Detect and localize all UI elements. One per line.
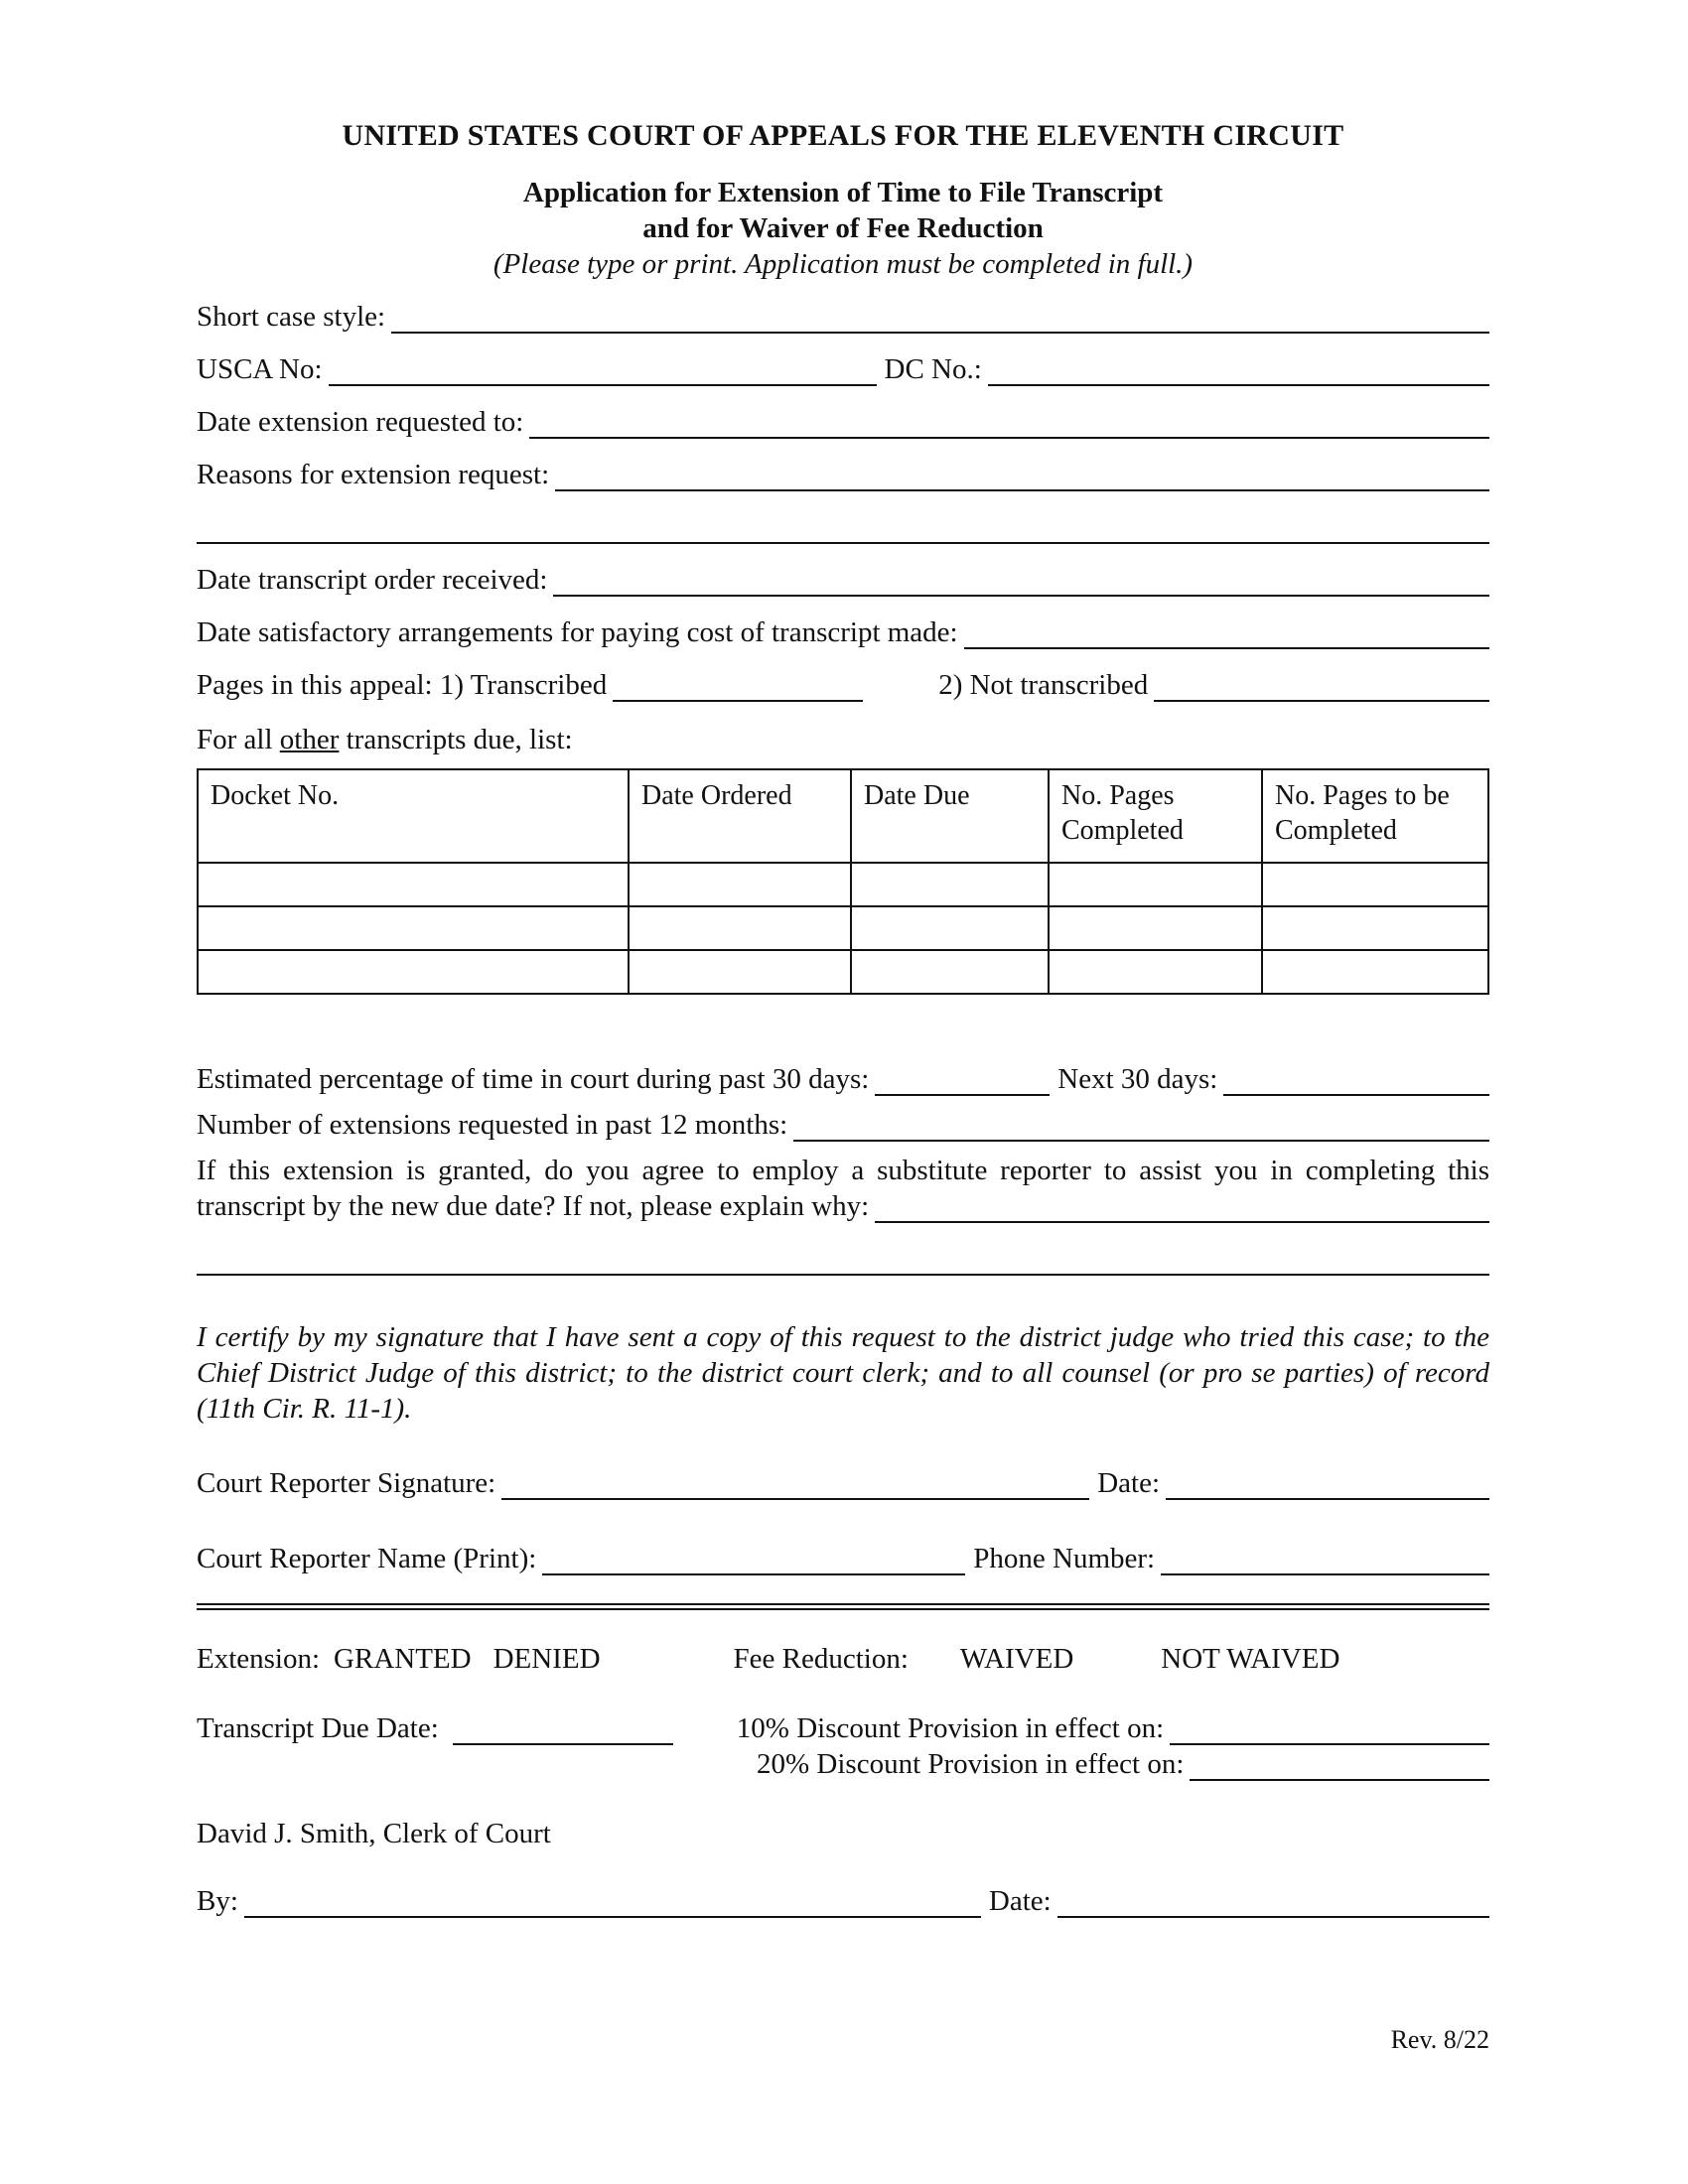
- other-transcripts-heading: [197, 721, 1489, 756]
- substitute-question-line2: transcript by the new due date? If not, please explain why:: [197, 1190, 870, 1222]
- discount-10-field[interactable]: [1170, 1717, 1489, 1745]
- usca-no-field[interactable]: [329, 358, 877, 386]
- table-header-row: [198, 769, 1488, 863]
- col-date-ordered: Date Ordered: [629, 769, 851, 863]
- date-arrangements-field[interactable]: [964, 621, 1489, 649]
- table-row: [198, 950, 1488, 994]
- revision-label: Rev. 8/22: [1390, 2025, 1489, 2054]
- table-cell[interactable]: [1049, 863, 1262, 906]
- date-extension-label: Date extension requested to:: [197, 406, 524, 438]
- form-page: [197, 119, 1489, 1918]
- dc-no-field[interactable]: [988, 358, 1489, 386]
- signature-field[interactable]: [501, 1472, 1089, 1500]
- num-extensions-label: Number of extensions requested in past 12 months:: [197, 1109, 788, 1141]
- substitute-question-line1: If this extension is granted, do you agree to employ a substitute reporter to assist you in completing this: [197, 1155, 1489, 1186]
- table-cell[interactable]: [198, 950, 629, 994]
- by-label: By:: [197, 1885, 238, 1917]
- discount-10-label: 10% Discount Provision in effect on:: [736, 1712, 1165, 1744]
- next-30-field[interactable]: [1223, 1068, 1489, 1096]
- phone-label: Phone Number:: [973, 1543, 1156, 1574]
- table-cell[interactable]: [629, 906, 851, 950]
- discount-20-label: 20% Discount Provision in effect on:: [757, 1748, 1185, 1780]
- col-pages-completed: No. Pages Completed: [1049, 769, 1262, 863]
- substitute-explain-field[interactable]: [875, 1195, 1489, 1223]
- form-title-line2: and for Waiver of Fee Reduction: [642, 212, 1044, 244]
- col-docket-no: Docket No.: [198, 769, 629, 863]
- not-waived-option[interactable]: NOT WAIVED: [1161, 1643, 1340, 1675]
- table-cell[interactable]: [1049, 950, 1262, 994]
- signature-date-field[interactable]: [1166, 1472, 1489, 1500]
- substitute-continuation-row: [197, 1240, 1489, 1276]
- pages-not-transcribed-label: 2) Not transcribed: [938, 669, 1149, 701]
- certification-text: I certify by my signature that I have sent a copy of this request to the district judge who tried this case; to the Chief District Judge of this district; to the district court clerk; and to all counsel (or pro se parties) of record (11th Cir. R. 11-1).: [197, 1321, 1489, 1425]
- substitute-row-2: [197, 1187, 1489, 1223]
- reasons-label: Reasons for extension request:: [197, 459, 550, 490]
- short-case-style-label: Short case style:: [197, 301, 386, 333]
- reporter-name-field[interactable]: [542, 1548, 965, 1575]
- form-title-line1: Application for Extension of Time to File Transcript: [522, 177, 1164, 208]
- substitute-explain-field-continued[interactable]: [197, 1248, 1489, 1276]
- table-row: [198, 906, 1488, 950]
- table-cell[interactable]: [198, 863, 629, 906]
- due-date-label: Transcript Due Date:: [197, 1712, 439, 1744]
- reasons-row: [197, 456, 1489, 491]
- pages-transcribed-field[interactable]: [613, 674, 863, 702]
- table-cell[interactable]: [198, 906, 629, 950]
- signature-date-label: Date:: [1097, 1467, 1161, 1499]
- pages-transcribed-label: Pages in this appeal: 1) Transcribed: [197, 669, 608, 701]
- other-transcripts-table: [197, 768, 1489, 995]
- date-arrangements-label: Date satisfactory arrangements for paying cost of transcript made:: [197, 616, 958, 648]
- clerk-row: [197, 1815, 1489, 1850]
- waived-option[interactable]: WAIVED: [959, 1643, 1074, 1675]
- due-date-row: [197, 1709, 1489, 1745]
- court-name: UNITED STATES COURT OF APPEALS FOR THE ELEVENTH CIRCUIT: [342, 119, 1344, 152]
- reasons-field[interactable]: [555, 464, 1489, 491]
- clerk-name: David J. Smith, Clerk of Court: [197, 1818, 551, 1849]
- table-cell[interactable]: [851, 950, 1049, 994]
- table-cell[interactable]: [851, 906, 1049, 950]
- fee-reduction-label: Fee Reduction:: [733, 1643, 909, 1675]
- other-prefix: For all: [197, 724, 280, 755]
- by-field[interactable]: [244, 1890, 981, 1918]
- discount-20-row: [197, 1745, 1489, 1781]
- short-case-style-row: [197, 298, 1489, 334]
- table-cell[interactable]: [1262, 950, 1488, 994]
- denied-option[interactable]: DENIED: [492, 1643, 601, 1675]
- table-cell[interactable]: [1262, 906, 1488, 950]
- pages-not-transcribed-field[interactable]: [1154, 674, 1489, 702]
- past-30-label: Estimated percentage of time in court during past 30 days:: [197, 1063, 870, 1095]
- substitute-row-1: [197, 1152, 1489, 1187]
- case-numbers-row: [197, 350, 1489, 386]
- num-extensions-row: [197, 1106, 1489, 1142]
- num-extensions-field[interactable]: [793, 1114, 1489, 1142]
- clerk-date-field[interactable]: [1057, 1890, 1489, 1918]
- signature-row: [197, 1464, 1489, 1500]
- next-30-label: Next 30 days:: [1057, 1063, 1218, 1095]
- phone-field[interactable]: [1161, 1548, 1489, 1575]
- dc-no-label: DC No.:: [884, 353, 982, 385]
- discount-20-field[interactable]: [1190, 1753, 1489, 1781]
- clerk-date-label: Date:: [988, 1885, 1052, 1917]
- col-date-due: Date Due: [851, 769, 1049, 863]
- short-case-style-field[interactable]: [391, 306, 1489, 334]
- granted-option[interactable]: GRANTED: [334, 1643, 472, 1675]
- by-row: [197, 1882, 1489, 1918]
- reasons-field-continued[interactable]: [197, 516, 1489, 544]
- table-cell[interactable]: [851, 863, 1049, 906]
- pages-row: [197, 666, 1489, 702]
- form-instructions: (Please type or print. Application must be completed in full.): [492, 248, 1194, 280]
- date-arrangements-row: [197, 614, 1489, 649]
- date-order-received-field[interactable]: [553, 569, 1489, 597]
- reporter-name-row: [197, 1540, 1489, 1575]
- table-cell[interactable]: [629, 950, 851, 994]
- usca-no-label: USCA No:: [197, 353, 323, 385]
- signature-label: Court Reporter Signature:: [197, 1467, 496, 1499]
- col-pages-to-complete: No. Pages to be Completed: [1262, 769, 1488, 863]
- section-divider: [197, 1603, 1489, 1610]
- reasons-continuation-row: [197, 508, 1489, 544]
- extension-label: Extension:: [197, 1643, 321, 1675]
- table-row: [198, 863, 1488, 906]
- due-date-field[interactable]: [453, 1717, 673, 1745]
- table-cell[interactable]: [1262, 863, 1488, 906]
- other-underlined: other: [279, 724, 340, 755]
- court-time-row: [197, 1060, 1489, 1096]
- extension-decision-row: [197, 1640, 1489, 1676]
- date-order-received-row: [197, 561, 1489, 597]
- table-cell[interactable]: [629, 863, 851, 906]
- date-extension-field[interactable]: [529, 411, 1489, 439]
- table-cell[interactable]: [1049, 906, 1262, 950]
- other-suffix: transcripts due, list:: [339, 724, 573, 755]
- reporter-name-label: Court Reporter Name (Print):: [197, 1543, 537, 1574]
- date-extension-row: [197, 403, 1489, 439]
- date-order-received-label: Date transcript order received:: [197, 564, 548, 596]
- past-30-field[interactable]: [875, 1068, 1050, 1096]
